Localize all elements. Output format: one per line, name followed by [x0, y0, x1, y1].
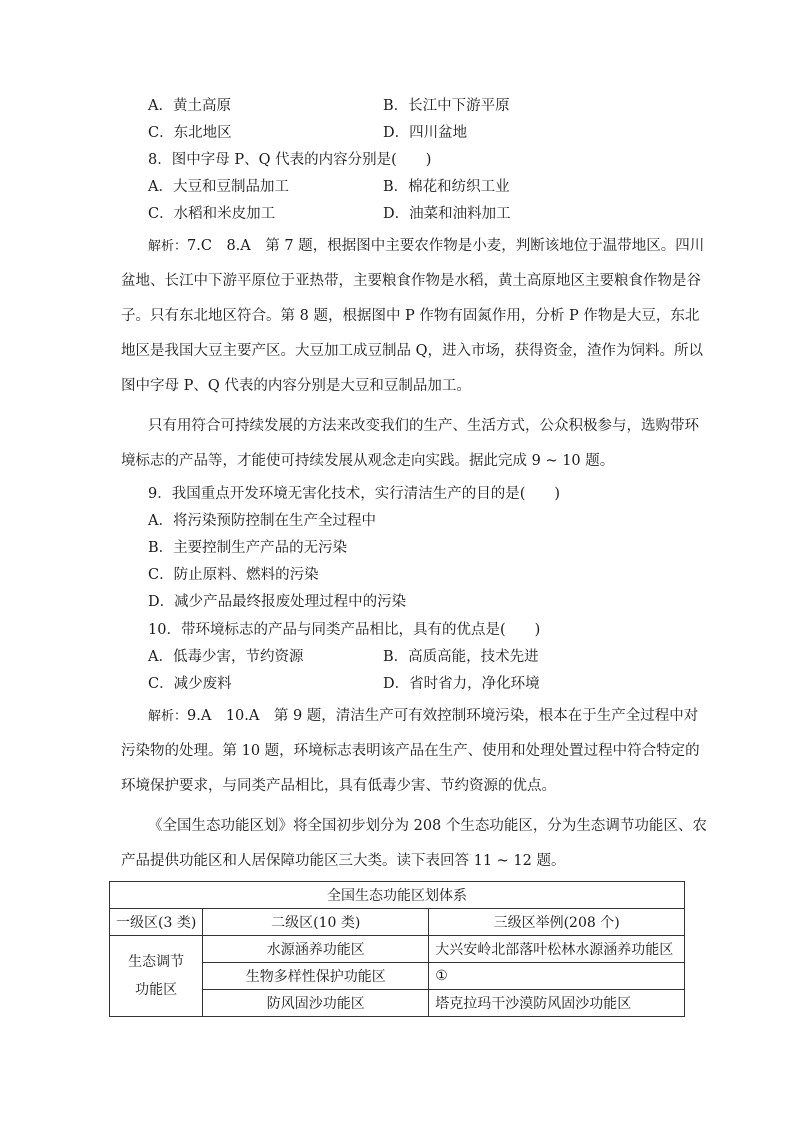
intro3-line-1: 《全国生态功能区划》将全国初步划分为 208 个生态功能区，分为生态调节功能区、农 [148, 818, 707, 834]
q7-option-c: C．东北地区 [148, 125, 232, 141]
analysis1-line-4: 地区是我国大豆主要产区。大豆加工成豆制品 Q，进入市场，获得资金，渣作为饲料。所以 [121, 343, 703, 359]
q9-stem: 9．我国重点开发环境无害化技术，实行清洁生产的目的是( ) [148, 486, 561, 502]
analysis1-line-5: 图中字母 P、Q 代表的内容分别是大豆和豆制品加工。 [121, 378, 471, 394]
q10-stem: 10．带环境标志的产品与同类产品相比，具有的优点是( ) [148, 622, 541, 638]
intro2-line-2: 境标志的产品等，才能使可持续发展从观念走向实践。据此完成 9 ~ 10 题。 [121, 453, 615, 469]
level3-cell: ① [429, 963, 685, 990]
analysis1-line-1 [148, 236, 704, 257]
analysis1-label: 解析： [148, 239, 188, 254]
table-header-row [110, 909, 685, 936]
analysis1-text-1: 7.C 8.A 第 7 题，根据图中主要农作物是小麦，判断该地位于温带地区。四川 [187, 238, 705, 254]
level2-cell: 水源涵养功能区 [203, 936, 429, 963]
intro2-line-1: 只有用符合可持续发展的方法来改变我们的生产、生活方式，公众积极参与，选购带环 [148, 418, 699, 434]
q7-option-d: D．四川盆地 [383, 125, 468, 141]
analysis2-label: 解析： [148, 709, 188, 724]
analysis2-line-1 [148, 706, 698, 727]
q7-option-b: B．长江中下游平原 [383, 98, 510, 114]
analysis2-line-3: 环境保护要求，与同类产品相比，具有低毒少害、节约资源的优点。 [121, 778, 556, 794]
level3-cell: 大兴安岭北部落叶松林水源涵养功能区 [429, 936, 685, 963]
level1-cell: 生态调节功能区 [110, 936, 203, 1017]
q10-option-d: D．省时省力，净化环境 [383, 676, 540, 692]
intro3-line-2: 产品提供功能区和人居保障功能区三大类。读下表回答 11 ~ 12 题。 [121, 853, 566, 869]
level2-cell: 生物多样性保护功能区 [203, 963, 429, 990]
header-level1: 一级区(3 类) [110, 909, 203, 936]
eco-zoning-table [109, 881, 685, 1017]
q8-option-d: D．油菜和油料加工 [383, 206, 511, 222]
level2-cell: 防风固沙功能区 [203, 990, 429, 1017]
table-caption: 全国生态功能区划体系 [110, 882, 685, 909]
header-level2: 二级区(10 类) [203, 909, 429, 936]
analysis1-line-3: 子。只有东北地区符合。第 8 题，根据图中 P 作物有固氮作用，分析 P 作物是大豆，东北 [121, 308, 700, 324]
q10-option-c: C．减少废料 [148, 676, 232, 692]
q8-option-c: C．水稻和米皮加工 [148, 206, 276, 222]
q10-option-b: B．高质高能，技术先进 [383, 649, 539, 665]
analysis2-text-1: 9.A 10.A 第 9 题，清洁生产可有效控制环境污染，根本在于生产全过程中对 [187, 708, 699, 724]
q9-option-b: B．主要控制生产产品的无污染 [148, 540, 348, 556]
analysis2-line-2: 污染物的处理。第 10 题，环境标志表明该产品在生产、使用和处理处置过程中符合特定的 [121, 743, 700, 759]
q9-option-d: D．减少产品最终报废处理过程中的污染 [148, 594, 407, 610]
analysis1-line-2: 盆地、长江中下游平原位于亚热带，主要粮食作物是水稻，黄土高原地区主要粮食作物是谷 [121, 273, 701, 289]
header-level3: 三级区举例(208 个) [429, 909, 685, 936]
q8-stem: 8．图中字母 P、Q 代表的内容分别是( ) [148, 152, 432, 168]
q8-option-b: B．棉花和纺织工业 [383, 179, 510, 195]
level3-cell: 塔克拉玛干沙漠防风固沙功能区 [429, 990, 685, 1017]
q9-option-c: C．防止原料、燃料的污染 [148, 567, 319, 583]
q9-option-a: A．将污染预防控制在生产全过程中 [148, 513, 376, 529]
q8-option-a: A．大豆和豆制品加工 [148, 179, 289, 195]
q7-option-a: A．黄土高原 [148, 98, 231, 114]
table-caption-row [110, 882, 685, 909]
table-row [110, 936, 685, 963]
q10-option-a: A．低毒少害，节约资源 [148, 649, 304, 665]
